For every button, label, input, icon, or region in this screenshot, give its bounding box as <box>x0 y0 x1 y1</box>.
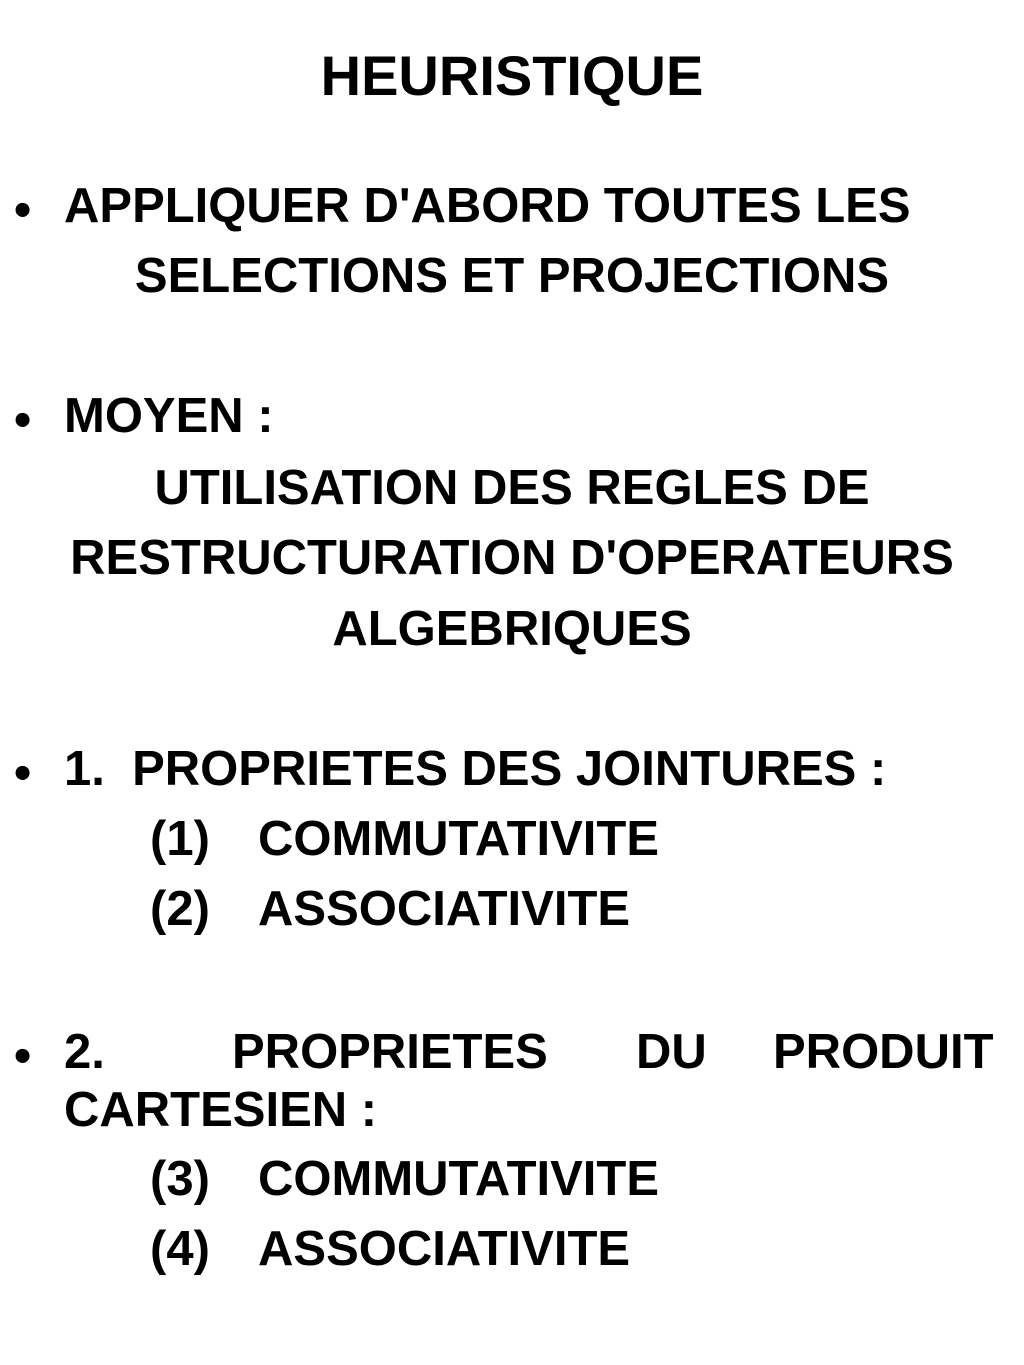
item4-sub2-num: (4) <box>150 1222 210 1276</box>
item3-sub1-num: (1) <box>150 812 210 866</box>
item4-sub2-text: ASSOCIATIVITE <box>258 1222 631 1276</box>
item2-line4: ALGEBRIQUES <box>332 602 692 656</box>
item3-sub2-text: ASSOCIATIVITE <box>258 882 631 936</box>
item4-word-1: 2. <box>64 1025 105 1079</box>
bullet-icon: • <box>14 746 32 800</box>
item2-line3: RESTRUCTURATION D'OPERATEURS <box>70 531 954 585</box>
item4-sub1-num: (3) <box>150 1152 210 1206</box>
item4-line2: CARTESIEN : <box>64 1083 378 1137</box>
item2-line1: MOYEN : <box>64 389 274 443</box>
item1-line2: SELECTIONS ET PROJECTIONS <box>134 249 890 303</box>
item4-word-2: PROPRIETES <box>232 1025 548 1079</box>
bullet-icon: • <box>14 183 32 237</box>
item4-sub1-text: COMMUTATIVITE <box>258 1152 660 1206</box>
item1-line1: APPLIQUER D'ABORD TOUTES LES <box>64 179 911 233</box>
bullet-icon: • <box>14 393 32 447</box>
item4-word-4: PRODUIT <box>773 1025 994 1079</box>
page-title: HEURISTIQUE <box>320 44 704 107</box>
item3-sub2-num: (2) <box>150 882 210 936</box>
item3-sub1-text: COMMUTATIVITE <box>258 812 660 866</box>
item2-line2: UTILISATION DES REGLES DE <box>154 461 870 515</box>
item4-word-3: DU <box>636 1025 707 1079</box>
bullet-icon: • <box>14 1029 32 1083</box>
item3-heading: 1. PROPRIETES DES JOINTURES : <box>64 742 887 796</box>
